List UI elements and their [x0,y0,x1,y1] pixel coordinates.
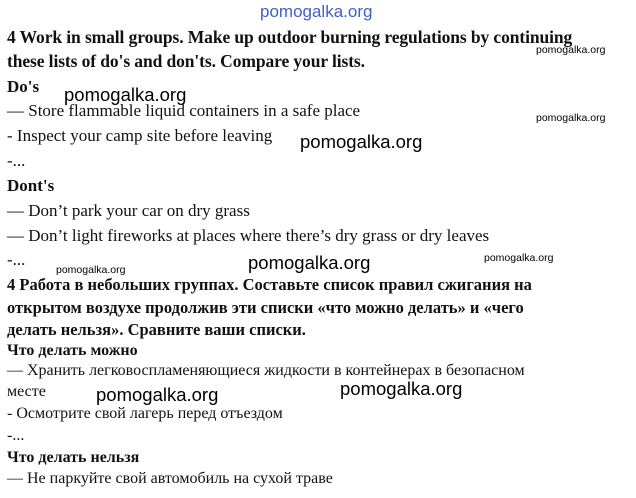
watermark: pomogalka.org [536,112,606,124]
watermark: pomogalka.org [56,264,126,276]
ru-donts-item: — Не паркуйте свой автомобиль на сухой траве [7,470,333,487]
dos-heading: Do's [7,77,40,96]
ru-task-heading-line-3: делать нельзя». Сравните ваши списки. [7,320,306,339]
task-heading-line-2: these lists of do's and don'ts. Compare your lists. [7,51,365,71]
dos-item: — Store flammable liquid containers in a safe place [7,101,361,120]
watermark: pomogalka.org [64,84,187,105]
watermark: pomogalka.org [536,44,606,56]
ru-task-heading-line-2: открытом воздухе продолжив эти списки «что можно делать» и «чего [7,298,524,317]
donts-heading: Dont's [7,176,55,195]
watermark: pomogalka.org [484,252,554,264]
watermark: pomogalka.org [300,131,423,152]
watermark: pomogalka.org [340,378,463,399]
ru-dos-item: -... [7,427,25,444]
ru-dos-item-continuation: месте [7,383,46,400]
donts-item: — Don’t light fireworks at places where there’s dry grass or dry leaves [7,226,490,245]
ru-dos-item: — Хранить легковоспламеняющиеся жидкости в контейнерах в безопасном [7,362,525,379]
watermark: pomogalka.org [248,252,371,273]
watermark-top: pomogalka.org [260,2,373,21]
donts-item: — Don’t park your car on dry grass [7,201,250,220]
dos-item: -... [7,151,26,170]
donts-item: -... [7,250,26,269]
ru-task-heading-line-1: 4 Работа в небольших группах. Составьте список правил сжигания на [7,275,532,294]
dos-item: - Inspect your camp site before leaving [7,126,273,145]
ru-dos-heading: Что делать можно [7,342,138,359]
ru-donts-heading: Что делать нельзя [7,449,140,466]
task-heading-line-1: 4 Work in small groups. Make up outdoor burning regulations by continuing [7,27,573,47]
ru-dos-item: - Осмотрите свой лагерь перед отъездом [7,405,283,422]
watermark: pomogalka.org [96,384,219,405]
